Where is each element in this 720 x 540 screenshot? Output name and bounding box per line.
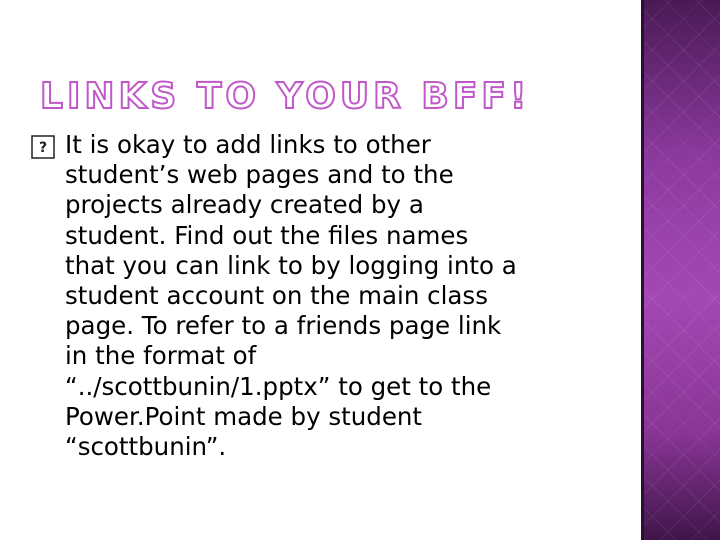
- bullet-icon: [30, 134, 56, 162]
- decorative-side-panel: [641, 0, 720, 540]
- svg-text:?: ?: [38, 140, 48, 156]
- slide-title: LINKS TO YOUR BFF!: [40, 76, 531, 117]
- bullet-text: It is okay to add links to other student’s web pages and to the projects already created by a student. Find out the files names that you can link to by logging into a student account on the main class page. To refer to a friends page link in the format of “../scottbunin/1.pptx” to get to the Power.Point made by student “scottbunin”.: [65, 130, 517, 462]
